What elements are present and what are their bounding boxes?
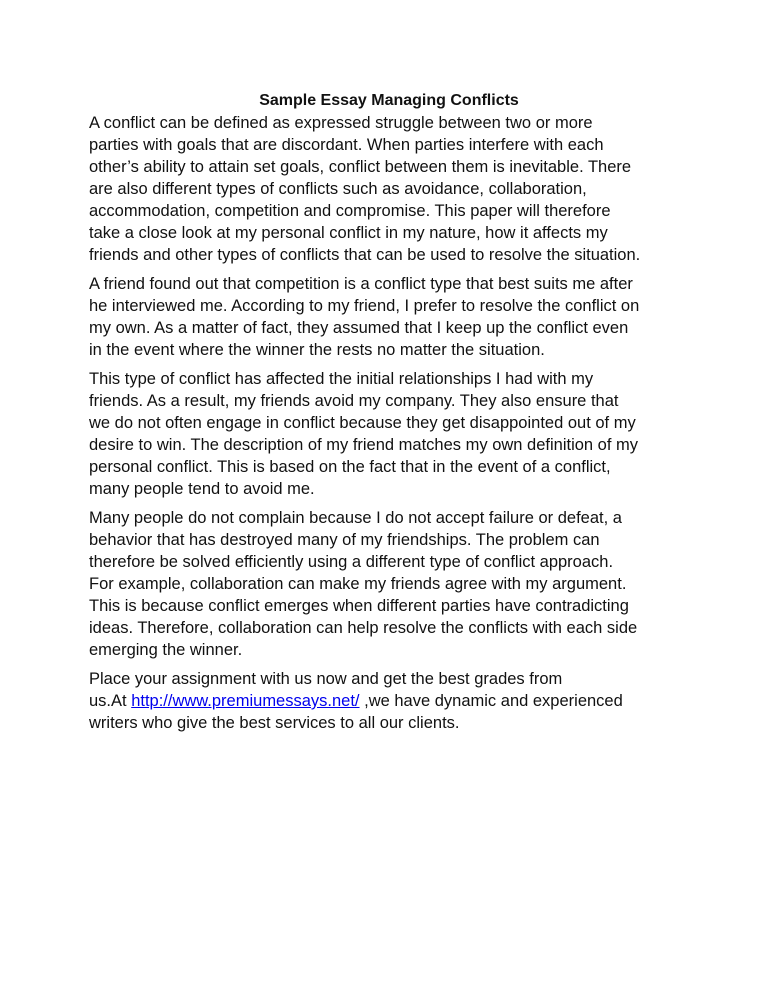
closing-line-1: Place your assignment with us now and get the best grades from bbox=[89, 670, 563, 688]
document-title: Sample Essay Managing Conflicts bbox=[259, 92, 519, 109]
paragraph-line: he interviewed me. According to my friend, I prefer to resolve the conflict on bbox=[89, 297, 640, 315]
closing-paragraph bbox=[89, 668, 689, 734]
closing-line-2-suffix: ,we have dynamic and experienced bbox=[359, 692, 623, 710]
paragraph-line: desire to win. The description of my friend matches my own definition of my bbox=[89, 436, 639, 454]
paragraph-4 bbox=[89, 507, 689, 661]
paragraph-line: we do not often engage in conflict because they get disappointed out of my bbox=[89, 414, 636, 432]
paragraph-line: This is because conflict emerges when different parties have contradicting bbox=[89, 597, 629, 615]
paragraph-1 bbox=[89, 112, 689, 266]
paragraph-line: A conflict can be defined as expressed struggle between two or more bbox=[89, 114, 593, 132]
paragraph-line: emerging the winner. bbox=[89, 641, 243, 659]
closing-line-3: writers who give the best services to all our clients. bbox=[89, 714, 460, 732]
paragraph-line: are also different types of conflicts such as avoidance, collaboration, bbox=[89, 180, 587, 198]
paragraph-line: my own. As a matter of fact, they assumed that I keep up the conflict even bbox=[89, 319, 629, 337]
paragraph-line: therefore be solved efficiently using a different type of conflict approach. bbox=[89, 553, 614, 571]
paragraph-line: behavior that has destroyed many of my friendships. The problem can bbox=[89, 531, 600, 549]
document-content bbox=[89, 90, 689, 741]
paragraph-line: A friend found out that competition is a conflict type that best suits me after bbox=[89, 275, 633, 293]
closing-line-2 bbox=[89, 690, 689, 712]
paragraph-line: friends and other types of conflicts that can be used to resolve the situation. bbox=[89, 246, 641, 264]
paragraph-line: For example, collaboration can make my friends agree with my argument. bbox=[89, 575, 627, 593]
paragraph-line: in the event where the winner the rests no matter the situation. bbox=[89, 341, 545, 359]
paragraph-line: accommodation, competition and compromise. This paper will therefore bbox=[89, 202, 611, 220]
paragraph-line: This type of conflict has affected the initial relationships I had with my bbox=[89, 370, 594, 388]
paragraph-2 bbox=[89, 273, 689, 361]
paragraph-line: Many people do not complain because I do not accept failure or defeat, a bbox=[89, 509, 622, 527]
paragraph-line: parties with goals that are discordant. When parties interfere with each bbox=[89, 136, 604, 154]
paragraph-line: ideas. Therefore, collaboration can help resolve the conflicts with each side bbox=[89, 619, 638, 637]
paragraph-3 bbox=[89, 368, 689, 500]
premiumessays-link[interactable]: http://www.premiumessays.net/ bbox=[131, 692, 360, 710]
closing-line-2-prefix: us.At bbox=[89, 692, 132, 710]
paragraph-line: personal conflict. This is based on the fact that in the event of a conflict, bbox=[89, 458, 611, 476]
paragraph-line: take a close look at my personal conflict in my nature, how it affects my bbox=[89, 224, 608, 242]
paragraph-line: friends. As a result, my friends avoid my company. They also ensure that bbox=[89, 392, 619, 410]
paragraph-line: other’s ability to attain set goals, conflict between them is inevitable. There bbox=[89, 158, 632, 176]
paragraph-line: many people tend to avoid me. bbox=[89, 480, 315, 498]
